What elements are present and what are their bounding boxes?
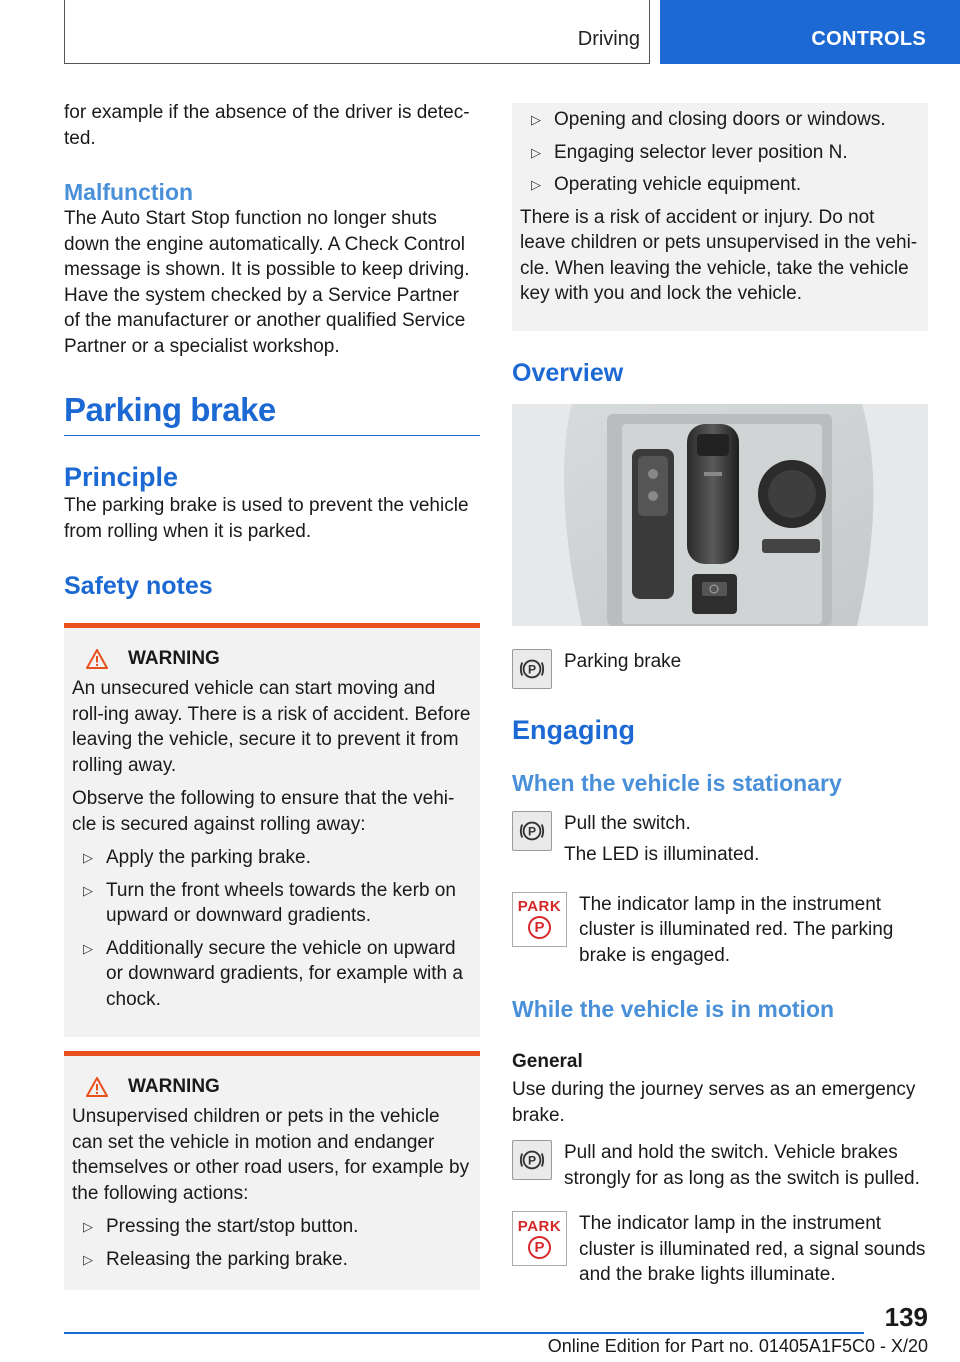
triangle-bullet-icon: ▷ xyxy=(531,177,541,192)
overview-caption-row xyxy=(512,649,928,689)
svg-text:P: P xyxy=(527,1153,537,1168)
list-item: ▷ Pressing the start/stop button. xyxy=(72,1214,472,1240)
header-chapter-title: CONTROLS xyxy=(811,28,926,50)
malfunction-text: The Auto Start Stop function no longer shuts down the engine automatically. A Check Control message is shown. It is possible to keep driving. Have the system checked by a Service Partner of the manufacturer or another qualified Service Partner or a specialist workshop. xyxy=(64,208,470,357)
park-indicator-icon: PARK P xyxy=(512,892,567,947)
overview-caption: Parking brake xyxy=(564,650,682,672)
list-item: ▷ Apply the parking brake. xyxy=(72,845,472,871)
triangle-bullet-icon: ▷ xyxy=(83,940,93,956)
warning-title-2 xyxy=(72,1076,472,1098)
overview-heading: Overview xyxy=(512,358,624,387)
principle-text: The parking brake is used to prevent the vehicle from rolling when it is parked. xyxy=(64,495,469,542)
park-indicator-icon: PARK P xyxy=(512,1211,567,1266)
footer-edition xyxy=(548,1336,928,1357)
parking-brake-switch-icon xyxy=(512,649,552,689)
svg-text:P: P xyxy=(527,824,537,839)
intro-text: for example if the absence of the driver is detec‐ted. xyxy=(64,102,470,149)
stationary-lamp-row xyxy=(512,892,928,969)
right-column xyxy=(512,103,928,1288)
stationary-heading: When the vehicle is stationary xyxy=(512,769,842,796)
malfunction-heading: Malfunction xyxy=(64,179,194,205)
warning-triangle-icon xyxy=(86,649,108,669)
triangle-bullet-icon: ▷ xyxy=(531,144,541,160)
list-item: ▷ Engaging selector lever position N. xyxy=(520,140,920,166)
stationary-lamp-text: The indicator lamp in the instrument cluster is illuminated red. The parking brake is engaged. xyxy=(579,893,894,966)
stationary-step-row xyxy=(512,811,928,868)
warning-continued-list xyxy=(520,107,920,198)
warning-continued-text: There is a risk of accident or injury. Do not leave children or pets unsupervised in the vehi‐cle. When leaving the vehicle, take the vehicle key with you and lock the vehicle. xyxy=(520,206,918,304)
warning-title-1 xyxy=(72,648,472,670)
triangle-bullet-icon: ▷ xyxy=(83,1219,93,1234)
warning-triangle-icon xyxy=(86,1077,108,1097)
list-item: ▷ Opening and closing doors or windows. xyxy=(520,107,920,133)
warning-1-text-1: An unsecured vehicle can start moving and roll‐ing away. There is a risk of accident. Before leaving the vehicle, secure it to prevent it from rolling away. xyxy=(72,678,471,776)
list-item: ▷ Additionally secure the vehicle on upward or downward gradients, for example with a chock. xyxy=(83,937,463,1010)
parking-brake-switch-icon xyxy=(512,1140,552,1180)
svg-text:P: P xyxy=(527,662,537,677)
warning-label-2: WARNING xyxy=(128,1076,220,1097)
list-item: ▷ Turn the front wheels towards the kerb on upward or downward gradients. xyxy=(83,879,456,926)
general-text: Use during the journey serves as an emergency brake. xyxy=(512,1079,916,1126)
warning-2-list xyxy=(72,1214,472,1272)
footer-edition-text: Online Edition for Part no. 01405A1F5C0 - X/20 xyxy=(547,1336,928,1356)
header-section-title: Driving xyxy=(577,28,640,50)
footer-divider xyxy=(64,1332,864,1334)
stationary-step-2: The LED is illuminated. xyxy=(564,844,760,865)
safety-notes-heading: Safety notes xyxy=(64,572,213,600)
motion-lamp-text: The indicator lamp in the instrument cluster is illuminated red, a signal sounds and the brake lights illuminate. xyxy=(579,1213,926,1285)
warning-label-1: WARNING xyxy=(128,648,220,669)
engaging-heading: Engaging xyxy=(512,714,635,745)
parking-brake-switch-icon xyxy=(512,811,552,851)
triangle-bullet-icon: ▷ xyxy=(531,112,541,127)
list-item: ▷ Operating vehicle equipment. xyxy=(520,172,920,198)
warning-2-text-1: Unsupervised children or pets in the vehicle can set the vehicle in motion and endanger themselves or other road users, for example by the following actions: xyxy=(72,1106,470,1204)
parking-brake-heading: Parking brake xyxy=(64,391,480,436)
motion-step-row xyxy=(512,1140,928,1191)
warning-continuation-box xyxy=(512,103,928,331)
principle-heading: Principle xyxy=(64,462,179,492)
motion-lamp-row xyxy=(512,1211,928,1288)
warning-box-2 xyxy=(64,1051,480,1290)
warning-1-list xyxy=(72,845,472,1012)
center-console-photo xyxy=(512,404,928,626)
left-column xyxy=(64,100,480,1290)
general-heading: General xyxy=(512,1051,583,1072)
motion-heading: While the vehicle is in motion xyxy=(512,996,835,1022)
triangle-bullet-icon: ▷ xyxy=(83,850,93,865)
page-number: 139 xyxy=(884,1302,928,1332)
triangle-bullet-icon: ▷ xyxy=(83,1251,93,1267)
warning-1-text-2: Observe the following to ensure that the vehi‐cle is secured against rolling away: xyxy=(72,788,455,835)
triangle-bullet-icon: ▷ xyxy=(83,882,93,898)
list-item: ▷ Releasing the parking brake. xyxy=(72,1247,472,1273)
stationary-step-1: Pull the switch. xyxy=(564,812,691,834)
warning-box-1 xyxy=(64,623,480,1037)
motion-step-text: Pull and hold the switch. Vehicle brakes strongly for as long as the switch is pulled. xyxy=(564,1142,920,1189)
